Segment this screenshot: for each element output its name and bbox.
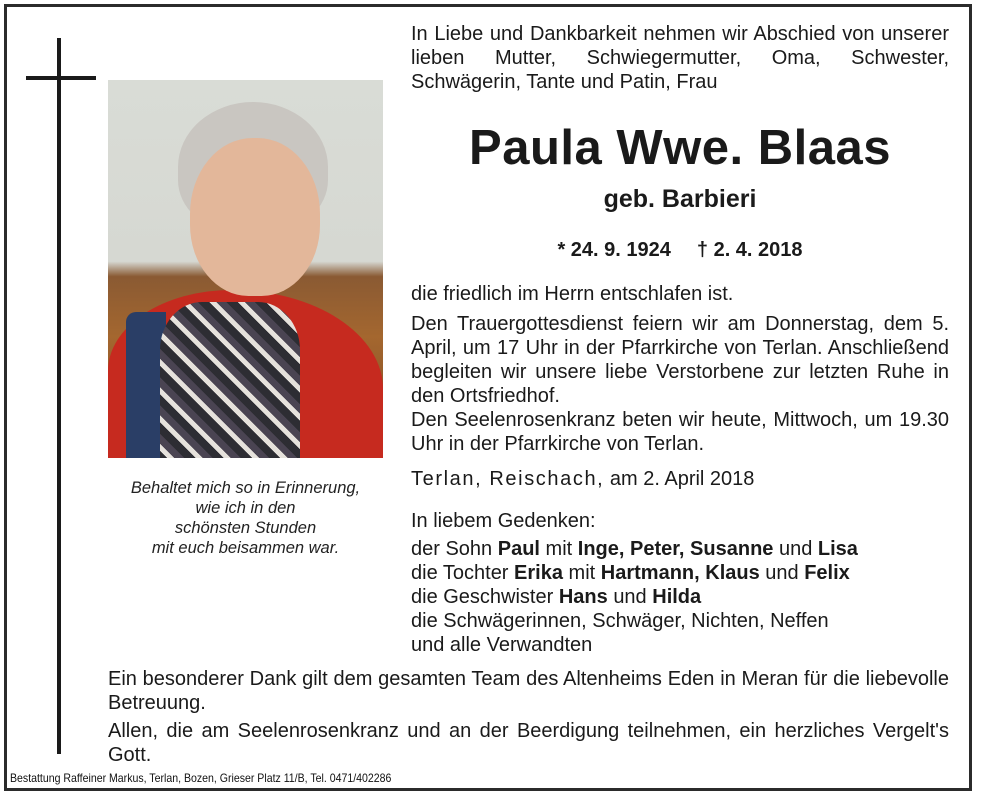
place-location: Terlan, Reischach, xyxy=(411,468,605,490)
list-item: die Schwägerinnen, Schwäger, Nichten, Neffen xyxy=(411,610,829,632)
deceased-name: Paula Wwe. Blaas xyxy=(469,121,891,175)
mourners-list xyxy=(411,509,949,657)
list-item: und alle Verwandten xyxy=(411,634,593,656)
birth-name: geb. Barbieri xyxy=(603,185,757,213)
caption-line: schönsten Stunden xyxy=(174,519,317,537)
caption-line: mit euch beisammen war. xyxy=(151,539,340,557)
life-dates xyxy=(411,237,949,263)
death-date: † 2. 4. 2018 xyxy=(696,239,803,261)
mourners-heading: In liebem Gedenken: xyxy=(411,510,596,532)
thanks-text xyxy=(108,667,949,767)
cross-icon xyxy=(57,38,61,754)
thanks-paragraph: Allen, die am Seelenrosenkranz und an der Beerdigung teilnehmen, ein herzliches Vergelt's Gott. xyxy=(108,720,949,766)
notice-date: am 2. April 2018 xyxy=(609,468,755,490)
portrait-photo xyxy=(108,80,383,458)
list-item: die Geschwister Hans und Hilda xyxy=(411,586,702,608)
announcement-text xyxy=(411,282,949,456)
cross-icon-bar xyxy=(26,76,96,80)
funeral-paragraph: Den Trauergottesdienst feiern wir am Donnerstag, dem 5. April, um 17 Uhr in der Pfarrkirche von Terlan. Anschließend begleiten wir unsere liebe Verstorbene zur letzten Ruhe in den Ortsfriedhof. xyxy=(411,313,949,407)
thanks-paragraph: Ein besonderer Dank gilt dem gesamten Team des Altenheims Eden in Meran für die liebevolle Betreuung. xyxy=(108,668,949,714)
intro-text: In Liebe und Dankbarkeit nehmen wir Abschied von unserer lieben Mutter, Schwiegermutter, Oma, Schwester, Schwägerin, Tante und Patin, Frau xyxy=(411,23,949,93)
place-date xyxy=(411,467,949,491)
birth-date: * 24. 9. 1924 xyxy=(557,239,671,261)
rosary-paragraph: Den Seelenrosenkranz beten wir heute, Mittwoch, um 19.30 Uhr in der Pfarrkirche von Terlan. xyxy=(411,409,949,455)
passed-line: die friedlich im Herrn entschlafen ist. xyxy=(411,283,734,305)
caption-line: wie ich in den xyxy=(195,499,296,517)
list-item: die Tochter Erika mit Hartmann, Klaus und Felix xyxy=(411,562,850,584)
caption-line: Behaltet mich so in Erinnerung, xyxy=(130,479,361,497)
photo-caption xyxy=(108,478,383,558)
funeral-home-footer: Bestattung Raffeiner Markus, Terlan, Bozen, Grieser Platz 11/B, Tel. 0471/402286 xyxy=(10,771,392,785)
list-item: der Sohn Paul mit Inge, Peter, Susanne und Lisa xyxy=(411,538,858,560)
